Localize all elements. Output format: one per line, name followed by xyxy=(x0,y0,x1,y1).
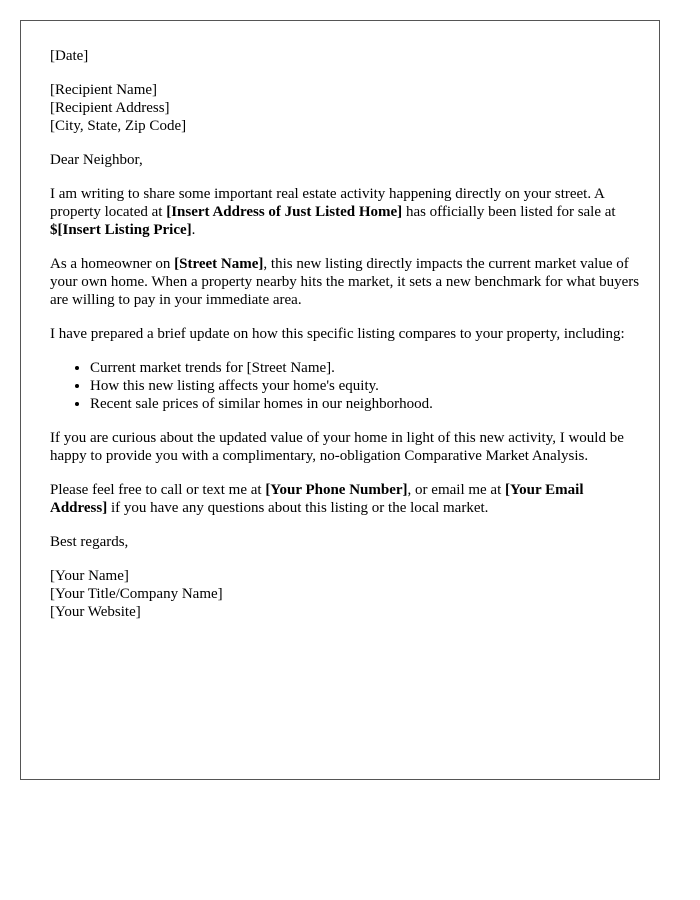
paragraph-intro-text-2: has officially been listed for sale at xyxy=(402,204,616,220)
paragraph-intro xyxy=(50,185,640,239)
email-address-placeholder: [Your Email Address] xyxy=(50,482,584,516)
letter-date: [Date] xyxy=(50,48,89,64)
paragraph-update-intro: I have prepared a brief update on how this specific listing compares to your property, including: xyxy=(50,326,625,342)
recipient-name: [Recipient Name] xyxy=(50,82,158,98)
listing-price-placeholder: $[Insert Listing Price] xyxy=(50,222,192,238)
closing: Best regards, xyxy=(50,534,129,550)
paragraph-intro-text-1: I am writing to share some important real estate activity happening directly on your street. A property located at xyxy=(50,186,605,220)
paragraph-contact-text-3: if you have any questions about this listing or the local market. xyxy=(107,500,489,516)
signature-website: [Your Website] xyxy=(50,604,141,620)
recipient-city-state-zip: [City, State, Zip Code] xyxy=(50,118,187,134)
street-name-placeholder: [Street Name] xyxy=(174,256,264,272)
update-list xyxy=(50,359,640,413)
paragraph-impact-text-2: , this new listing directly impacts the current market value of your own home. When a property nearby hits the market, it sets a new benchmark for what buyers are willing to pay in your immediate area. xyxy=(50,256,640,308)
paragraph-contact-text-2: , or email me at xyxy=(407,482,506,498)
recipient-address: [Recipient Address] xyxy=(50,100,170,116)
paragraph-impact xyxy=(50,255,640,309)
signature-block xyxy=(50,567,640,621)
list-item: • Current market trends for [Street Name]. xyxy=(90,359,640,377)
paragraph-impact-text-1: As a homeowner on xyxy=(50,256,175,272)
paragraph-contact xyxy=(50,481,640,517)
paragraph-contact-text-1: Please feel free to call or text me at xyxy=(50,482,266,498)
recipient-block xyxy=(50,81,640,135)
list-item: • How this new listing affects your home's equity. xyxy=(90,377,640,395)
paragraph-cma-offer: If you are curious about the updated value of your home in light of this new activity, I would be happy to provide you with a complimentary, no-obligation Comparative Market Analysis. xyxy=(50,430,624,464)
list-item: • Recent sale prices of similar homes in our neighborhood. xyxy=(90,395,640,413)
signature-name: [Your Name] xyxy=(50,568,129,584)
paragraph-intro-text-3: . xyxy=(191,222,196,238)
phone-number-placeholder: [Your Phone Number] xyxy=(265,482,408,498)
signature-title: [Your Title/Company Name] xyxy=(50,586,223,602)
listing-address-placeholder: [Insert Address of Just Listed Home] xyxy=(166,204,403,220)
letter-body xyxy=(50,47,640,637)
salutation: Dear Neighbor, xyxy=(50,152,143,168)
letter-page xyxy=(20,20,660,780)
